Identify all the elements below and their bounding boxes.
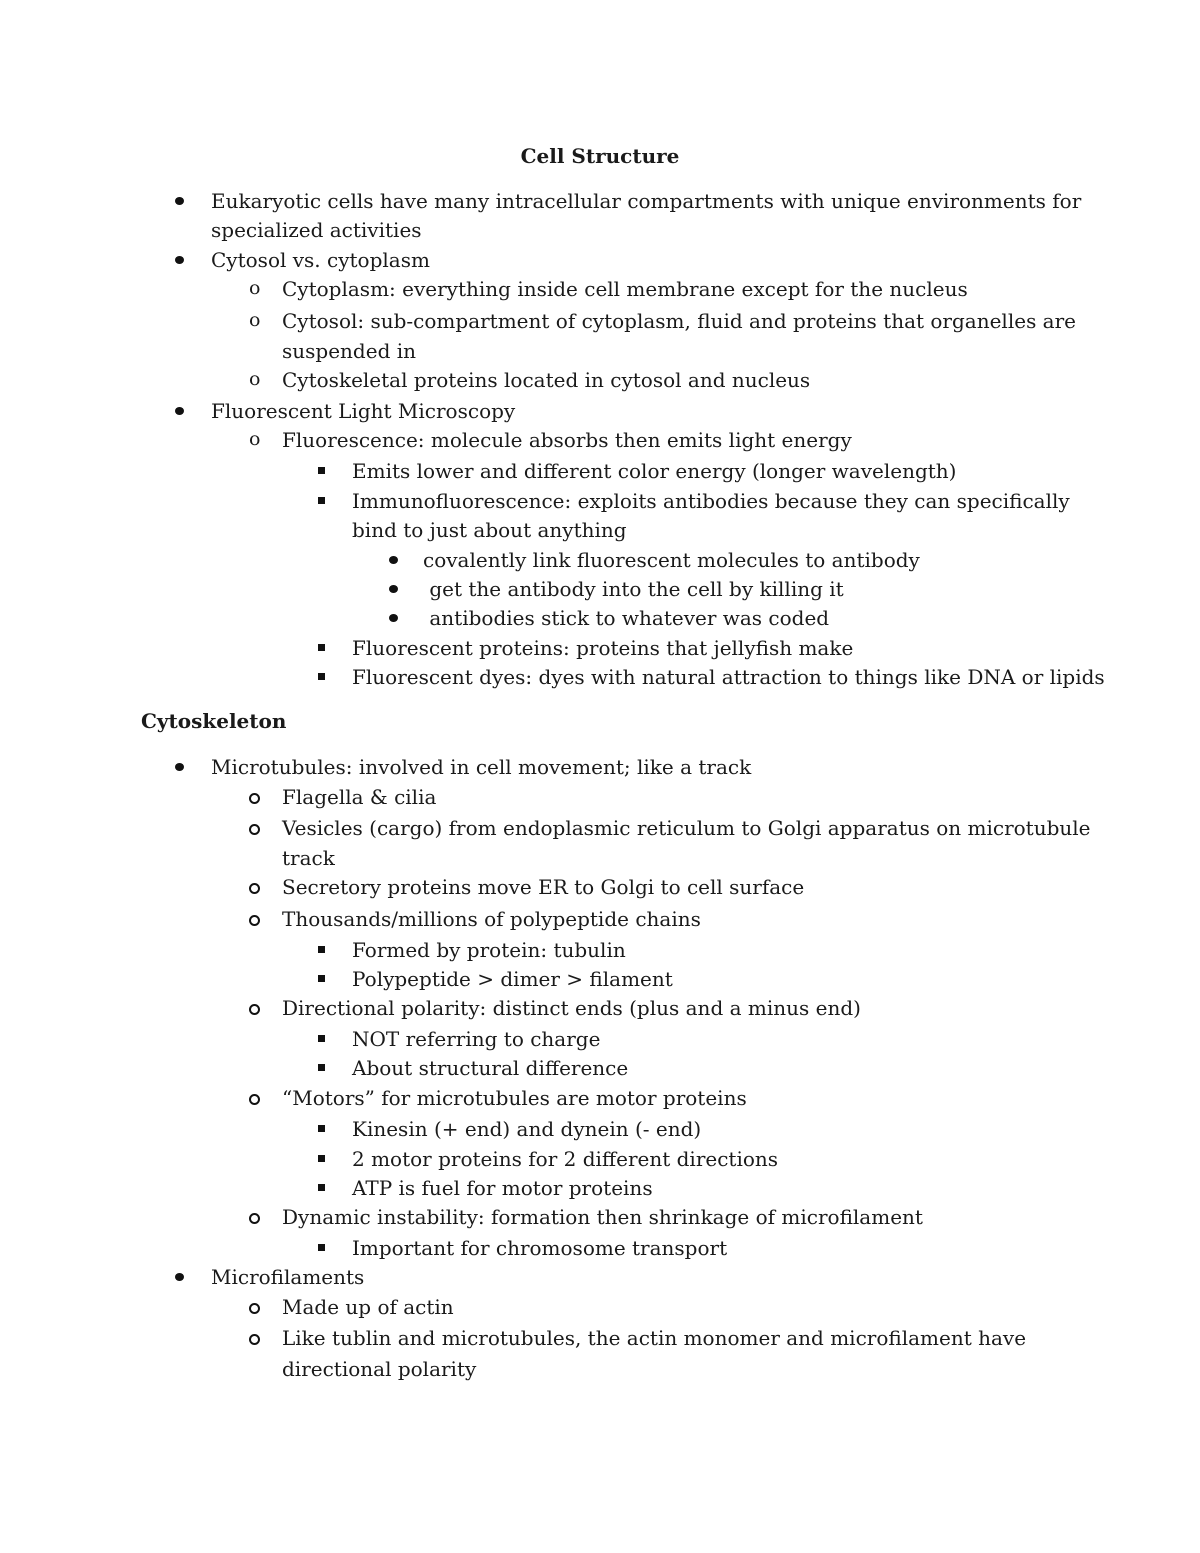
list-item-text: Formed by protein: tubulin [352, 938, 626, 962]
list-item-continuation [0, 336, 1200, 366]
bullet-circle-icon: o [249, 309, 261, 331]
bullet-circle-icon [249, 883, 260, 894]
list-item-text: Flagella & cilia [282, 785, 437, 809]
list-item [0, 1024, 1200, 1054]
list-item [0, 274, 1200, 304]
bullet-disc-icon [175, 256, 184, 264]
list-item-text: Made up of actin [282, 1295, 454, 1319]
list-item-text: Fluorescent Light Microscopy [211, 399, 516, 423]
section-heading: Cytoskeleton [141, 709, 287, 733]
list-item-text: bind to just about anything [352, 518, 627, 542]
bullet-circle-icon [249, 1303, 260, 1314]
list-item-text: Vesicles (cargo) from endoplasmic reticulum to Golgi apparatus on microtubule [282, 816, 1091, 840]
list-item [0, 186, 1200, 216]
bullet-circle-icon: o [249, 428, 261, 450]
list-item [0, 782, 1200, 812]
bullet-square-icon [318, 673, 325, 680]
list-item-text: Polypeptide > dimer > filament [352, 967, 673, 991]
list-item [0, 1114, 1200, 1144]
bullet-square-icon [318, 975, 325, 982]
list-item-text: Cytoskeletal proteins located in cytosol and nucleus [282, 368, 811, 392]
list-item [0, 633, 1200, 663]
list-item-text: NOT referring to charge [352, 1027, 601, 1051]
list-item [0, 603, 1200, 633]
list-item-text: get the antibody into the cell by killing it [423, 577, 844, 601]
bullet-square-icon [318, 946, 325, 953]
list-item [0, 486, 1200, 516]
list-item [0, 1053, 1200, 1083]
list-item-text: “Motors” for microtubules are motor proteins [282, 1086, 747, 1110]
list-item [0, 456, 1200, 486]
bullet-circle-icon [249, 1094, 260, 1105]
list-item [0, 872, 1200, 902]
list-item-text: Secretory proteins move ER to Golgi to cell surface [282, 875, 805, 899]
bullet-circle-icon: o [249, 277, 261, 299]
list-item [0, 1144, 1200, 1174]
list-item [0, 545, 1200, 575]
list-item-text: directional polarity [282, 1357, 477, 1381]
list-item [0, 1173, 1200, 1203]
list-item [0, 306, 1200, 336]
list-item [0, 752, 1200, 782]
list-item-text: 2 motor proteins for 2 different directions [352, 1147, 779, 1171]
bullet-square-icon [318, 1125, 325, 1132]
page-title: Cell Structure [520, 144, 680, 168]
bullet-disc-icon [389, 614, 398, 622]
list-item-text: Microtubules: involved in cell movement; like a track [211, 755, 752, 779]
list-item [0, 1323, 1200, 1353]
list-item-text: Cytosol vs. cytoplasm [211, 248, 430, 272]
list-item-text: About structural difference [352, 1056, 629, 1080]
bullet-circle-icon [249, 1213, 260, 1224]
bullet-square-icon [318, 1244, 325, 1251]
list-item-text: Important for chromosome transport [352, 1236, 728, 1260]
list-item-text: Like tublin and microtubules, the actin monomer and microfilament have [282, 1326, 1027, 1350]
list-item [0, 1083, 1200, 1113]
bullet-circle-icon [249, 915, 260, 926]
bullet-square-icon [318, 467, 325, 474]
list-item-text: specialized activities [211, 218, 422, 242]
list-item-text: Microfilaments [211, 1265, 365, 1289]
list-item [0, 935, 1200, 965]
list-item-text: Cytoplasm: everything inside cell membrane except for the nucleus [282, 277, 968, 301]
list-item [0, 365, 1200, 395]
list-item [0, 964, 1200, 994]
bullet-square-icon [318, 1184, 325, 1191]
list-item-text: suspended in [282, 339, 417, 363]
list-item-text: Kinesin (+ end) and dynein (- end) [352, 1117, 702, 1141]
list-item-text: Dynamic instability: formation then shrinkage of microfilament [282, 1205, 923, 1229]
list-item-text: Immunofluorescence: exploits antibodies because they can specifically [352, 489, 1070, 513]
list-item [0, 425, 1200, 455]
list-item [0, 1202, 1200, 1232]
bullet-square-icon [318, 1035, 325, 1042]
list-item [0, 245, 1200, 275]
list-item-text: track [282, 846, 335, 870]
bullet-circle-icon [249, 1334, 260, 1345]
bullet-circle-icon: o [249, 368, 261, 390]
bullet-disc-icon [389, 585, 398, 593]
list-item-text: Fluorescent proteins: proteins that jellyfish make [352, 636, 854, 660]
list-item-continuation [0, 215, 1200, 245]
bullet-square-icon [318, 497, 325, 504]
bullet-disc-icon [175, 1273, 184, 1281]
bullet-square-icon [318, 644, 325, 651]
bullet-square-icon [318, 1155, 325, 1162]
list-item-text: covalently link fluorescent molecules to antibody [423, 548, 920, 572]
list-item-text: Emits lower and different color energy (longer wavelength) [352, 459, 957, 483]
bullet-circle-icon [249, 793, 260, 804]
list-item-text: Fluorescence: molecule absorbs then emits light energy [282, 428, 852, 452]
bullet-circle-icon [249, 1004, 260, 1015]
list-item [0, 904, 1200, 934]
list-item [0, 574, 1200, 604]
list-item-text: ATP is fuel for motor proteins [352, 1176, 653, 1200]
list-item-text: antibodies stick to whatever was coded [423, 606, 830, 630]
list-item-text: Eukaryotic cells have many intracellular compartments with unique environments for [211, 189, 1082, 213]
list-item [0, 396, 1200, 426]
list-item [0, 993, 1200, 1023]
list-item-continuation [0, 843, 1200, 873]
list-item [0, 1262, 1200, 1292]
bullet-disc-icon [175, 197, 184, 205]
list-item [0, 813, 1200, 843]
list-item [0, 662, 1200, 692]
list-item-continuation [0, 1354, 1200, 1384]
bullet-circle-icon [249, 824, 260, 835]
bullet-disc-icon [389, 556, 398, 564]
list-item-text: Directional polarity: distinct ends (plus and a minus end) [282, 996, 861, 1020]
bullet-disc-icon [175, 763, 184, 771]
list-item-text: Cytosol: sub-compartment of cytoplasm, fluid and proteins that organelles are [282, 309, 1077, 333]
list-item [0, 1292, 1200, 1322]
list-item-text: Fluorescent dyes: dyes with natural attraction to things like DNA or lipids [352, 665, 1105, 689]
list-item-continuation [0, 515, 1200, 545]
list-item [0, 1233, 1200, 1263]
bullet-square-icon [318, 1064, 325, 1071]
list-item-text: Thousands/millions of polypeptide chains [282, 907, 701, 931]
bullet-disc-icon [175, 407, 184, 415]
